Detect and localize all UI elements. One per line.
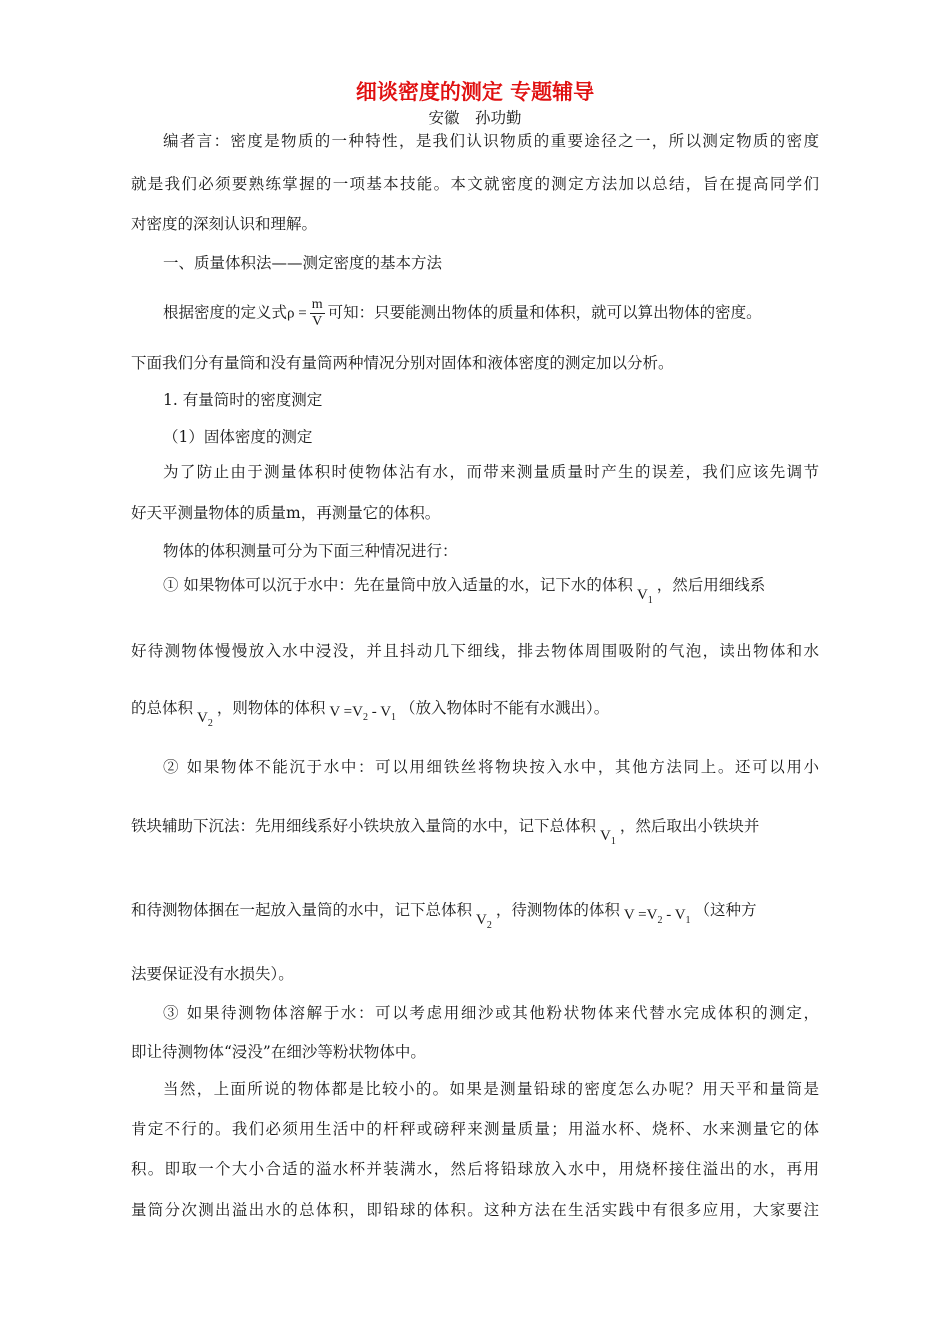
subsection-1-1-heading: （1）固体密度的测定 <box>163 428 313 446</box>
case-1-line-2: 好待测物体慢慢放入水中浸没，并且抖动几下细线，排去物体周围吸附的气泡，读出物体和水 <box>131 642 819 660</box>
editor-note-line-1: 编者言：密度是物质的一种特性，是我们认识物质的重要途径之一，所以测定物质的密度 <box>163 132 819 150</box>
formula-part: V =V <box>623 907 658 923</box>
definition-text-before: 根据密度的定义式 <box>163 303 288 322</box>
subsection-1-heading: 1. 有量筒时的密度测定 <box>163 391 323 409</box>
volume-formula <box>329 704 397 723</box>
case-2-line-4: 法要保证没有水损失）。 <box>131 965 294 983</box>
formula-part: - V <box>367 704 392 720</box>
case-2-text-d: ，待测物体的体积 <box>495 901 620 919</box>
case-2-text-b: ，然后取出小铁块并 <box>619 817 760 835</box>
case-1-text-d: ，则物体的体积 <box>216 699 326 717</box>
v-letter: V <box>197 710 208 726</box>
case-1-text-c: 的总体积 <box>131 699 194 717</box>
case-3-line-2: 即让待测物体“浸没”在细沙等粉状物体中。 <box>131 1043 426 1061</box>
volume-formula <box>623 907 691 926</box>
volume-v1-symbol <box>600 828 616 847</box>
para-lead-line-3: 积。即取一个大小合适的溢水杯并装满水，然后将铅球放入水中，用烧杯接住溢出的水，再用 <box>131 1160 819 1178</box>
v-letter: V <box>636 587 648 603</box>
editor-note-line-2: 就是我们必须要熟练掌握的一项基本技能。本文就密度的测定方法加以总结，旨在提高同学们 <box>131 175 819 193</box>
case-1-line-3 <box>131 697 819 729</box>
author-line: 安徽 孙功勤 <box>428 109 522 127</box>
v-subscript: 2 <box>486 920 492 931</box>
fraction-denominator: V <box>312 314 323 329</box>
v-subscript: 1 <box>647 595 653 606</box>
formula-subscript: 1 <box>685 915 691 926</box>
editor-note-line-3: 对密度的深刻认识和理解。 <box>131 215 318 233</box>
case-1-text-a: ① 如果物体可以沉于水中：先在量筒中放入适量的水，记下水的体积 <box>163 576 633 594</box>
case-1-text-e: （放入物体时不能有水溅出）。 <box>400 699 610 717</box>
volume-v1-symbol <box>636 587 653 606</box>
para-a-line-2: 好天平测量物体的质量m，再测量它的体积。 <box>131 504 441 522</box>
case-1-line-1 <box>163 574 819 606</box>
density-fraction <box>310 297 325 330</box>
formula-subscript: 1 <box>391 712 397 723</box>
para-lead-line-1: 当然，上面所说的物体都是比较小的。如果是测量铅球的密度怎么办呢？用天平和量筒是 <box>163 1080 819 1098</box>
case-2-text-a: 铁块辅助下沉法：先用细线系好小铁块放入量筒的水中，记下总体积 <box>131 817 597 835</box>
para-lead-line-2: 肯定不行的。我们必须用生活中的杆秤或磅秤来测量质量；用溢水杯、烧杯、水来测量它的体 <box>131 1120 819 1138</box>
volume-v2-symbol <box>476 912 492 931</box>
definition-text-after: 可知：只要能测出物体的质量和体积，就可以算出物体的密度。 <box>327 303 762 322</box>
formula-subscript: 2 <box>657 915 663 926</box>
formula-part: - V <box>662 907 686 923</box>
case-2-text-c: 和待测物体捆在一起放入量筒的水中，记下总体积 <box>131 901 473 919</box>
case-3-line-1: ③ 如果待测物体溶解于水：可以考虑用细沙或其他粉状物体来代替水完成体积的测定， <box>163 1004 819 1022</box>
fraction-numerator: m <box>311 297 323 312</box>
case-2-text-e: （这种方 <box>694 901 757 919</box>
document-title: 细谈密度的测定 专题辅导 <box>355 79 595 104</box>
volume-v2-symbol <box>197 710 213 729</box>
v-subscript: 2 <box>207 718 213 729</box>
formula-subscript: 2 <box>362 712 368 723</box>
analysis-intro: 下面我们分有量筒和没有量筒两种情况分别对固体和液体密度的测定加以分析。 <box>131 354 674 372</box>
formula-part: V =V <box>329 704 363 720</box>
case-2-line-3 <box>131 899 819 931</box>
v-letter: V <box>600 828 611 844</box>
case-2-line-1: ② 如果物体不能沉于水中：可以用细铁丝将物块按入水中，其他方法同上。还可以用小 <box>163 758 819 776</box>
v-letter: V <box>476 912 487 928</box>
section-1-heading: 一、质量体积法——测定密度的基本方法 <box>163 254 443 272</box>
case-2-line-2 <box>131 815 819 847</box>
three-cases-intro: 物体的体积测量可分为下面三种情况进行： <box>163 542 458 560</box>
density-definition-line <box>163 297 819 330</box>
case-1-text-b: ，然后用细线系 <box>656 576 766 594</box>
v-subscript: 1 <box>610 836 616 847</box>
rho-symbol: ρ = <box>287 305 307 322</box>
para-a-line-1: 为了防止由于测量体积时使物体沾有水，而带来测量质量时产生的误差，我们应该先调节 <box>163 463 819 481</box>
para-lead-line-4: 量筒分次测出溢出水的总体积，即铅球的体积。这种方法在生活实践中有很多应用，大家要注 <box>131 1201 819 1219</box>
